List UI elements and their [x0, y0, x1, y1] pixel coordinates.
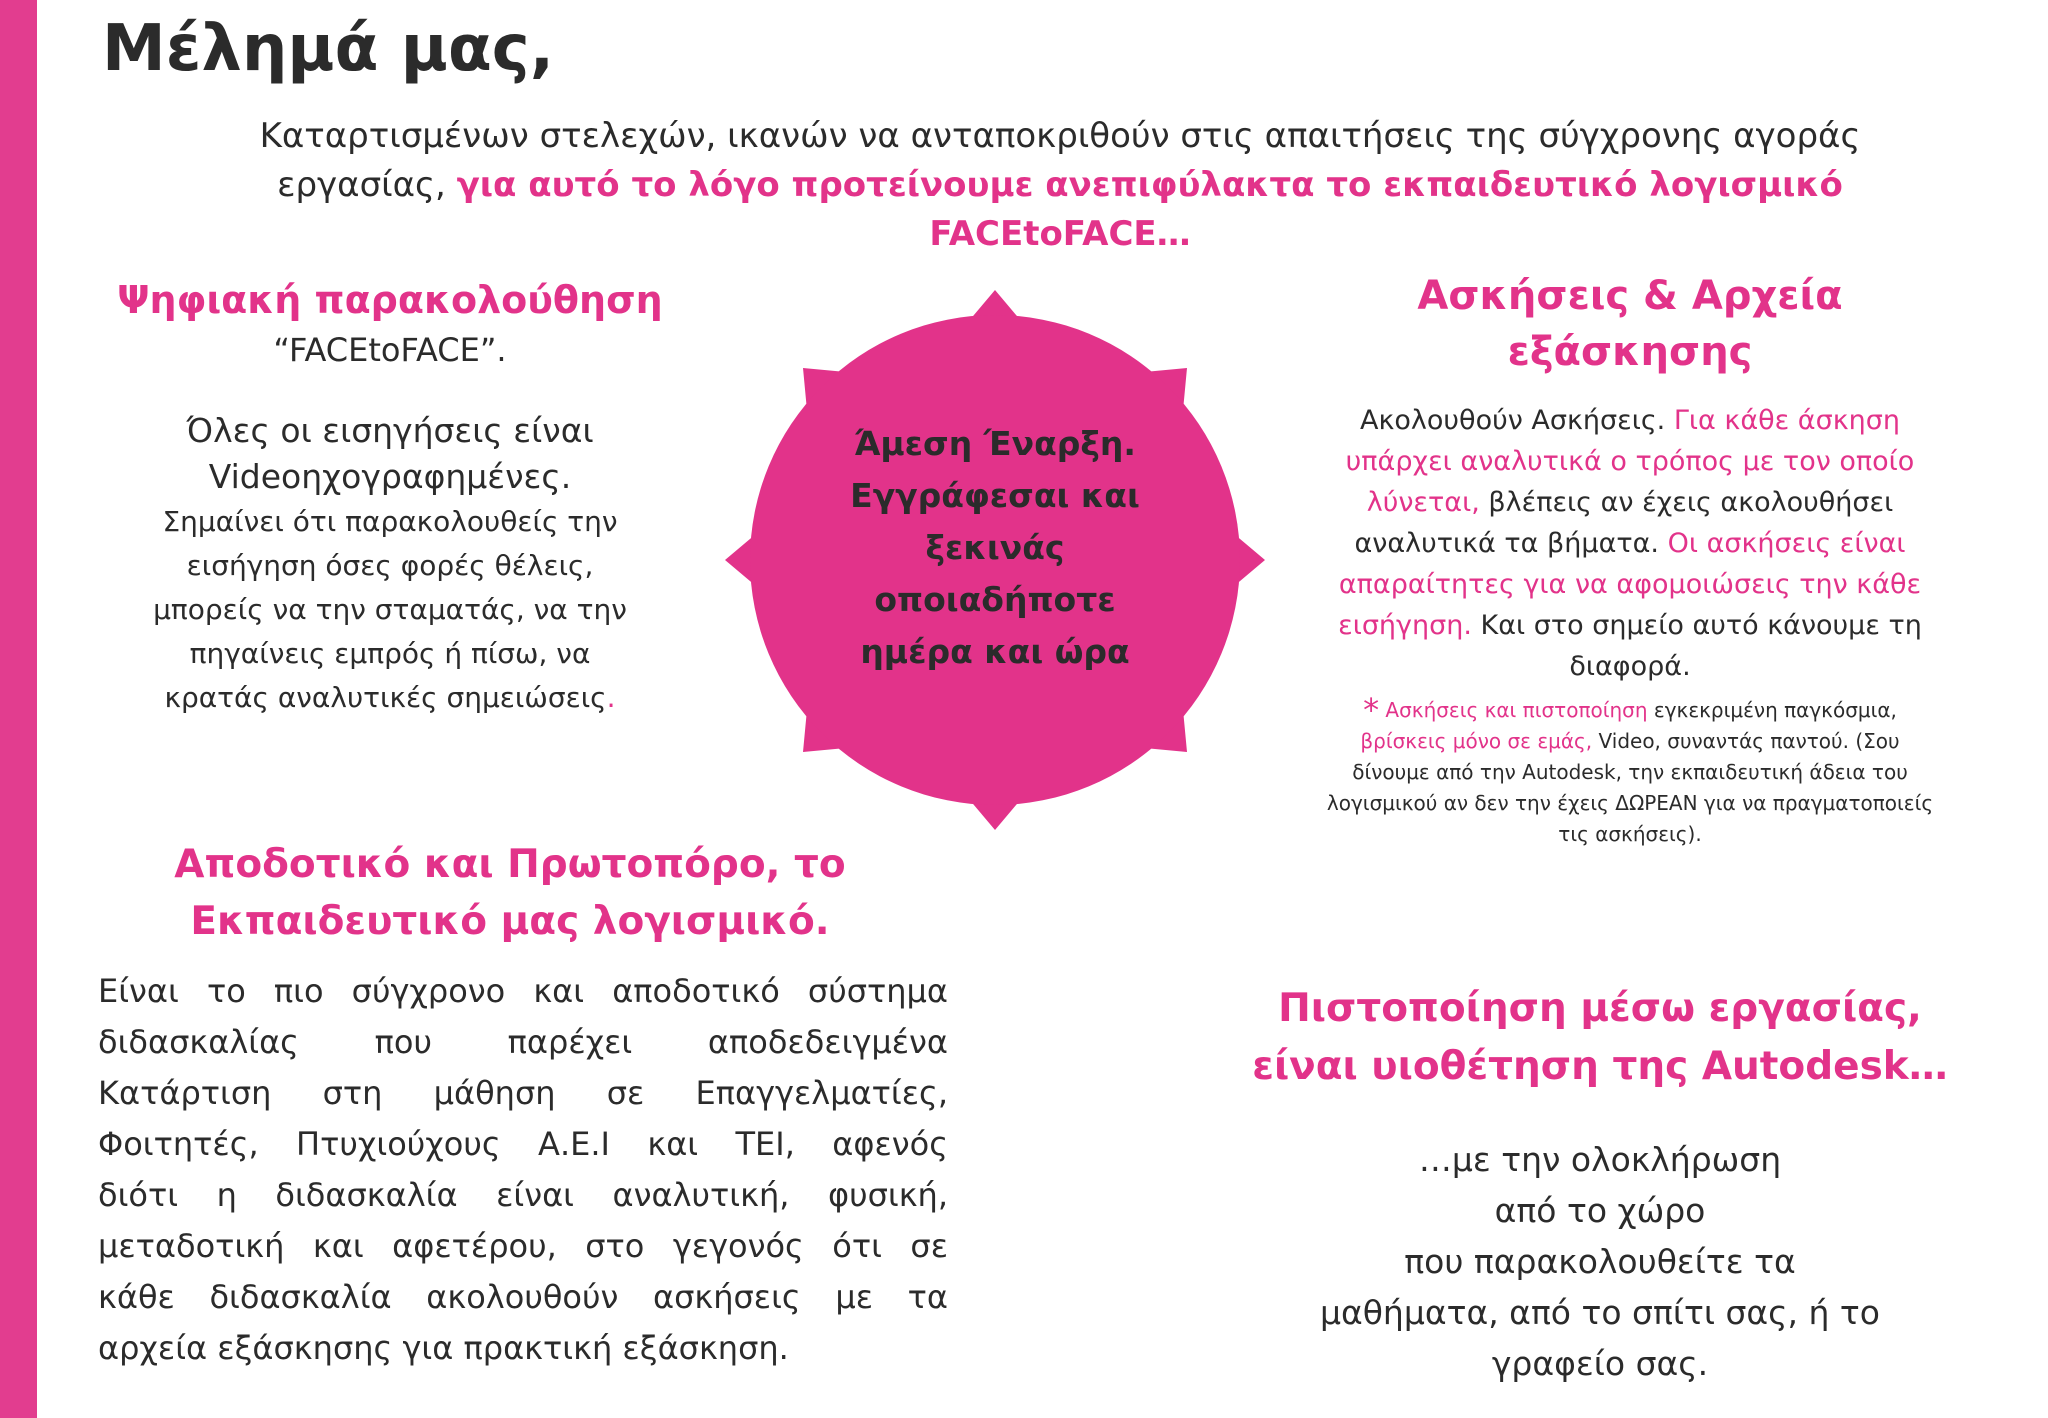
digital-body-line: πηγαίνεις εμπρός ή πίσω, να: [189, 637, 591, 670]
page-headline: Μέλημά μας,: [102, 12, 555, 86]
software-body-line: κάθε διδασκαλία ακολουθούν ασκήσεις με τα: [98, 1278, 948, 1316]
exercises-body-line: [1290, 400, 1970, 441]
certification-title-line-2: είναι υιοθέτηση της Autodesk…: [1252, 1044, 1948, 1089]
certification-body-line: …με την ολοκλήρωση: [1418, 1140, 1782, 1179]
exercises-note-text: Video, συναντάς παντού. (Σου: [1592, 729, 1900, 753]
exercises-note-text: εγκεκριμένη παγκόσμια,: [1647, 698, 1897, 722]
exercises-body-line: υπάρχει αναλυτικά ο τρόπος με τον οποίο: [1345, 446, 1915, 477]
digital-body-end-mark: .: [606, 681, 616, 714]
software-body-line: Φοιτητές, Πτυχιούχους Α.Ε.Ι και ΤΕΙ, αφενός: [98, 1125, 948, 1163]
badge-line: ημέρα και ώρα: [860, 632, 1130, 671]
software-body-line: Είναι το πιο σύγχρονο και αποδοτικό σύστημα: [98, 972, 948, 1010]
software-body: [98, 966, 948, 1323]
intro-line-2-plain: εργασίας,: [277, 165, 457, 205]
digital-monitoring-line-1: Όλες οι εισηγήσεις είναι: [186, 411, 594, 450]
badge-line: Άμεση Έναρξη.: [854, 424, 1136, 463]
badge-line: οποιαδήποτε: [874, 580, 1116, 619]
exercises-body-line: διαφορά.: [1569, 651, 1691, 682]
exercises-highlight: Για κάθε άσκηση: [1673, 405, 1900, 436]
digital-monitoring-line-2: Videoηχογραφημένες.: [208, 457, 572, 496]
digital-body-last-text: κρατάς αναλυτικές σημειώσεις: [164, 681, 607, 714]
exercises-body: [1290, 400, 1970, 687]
exercises-note-highlight: βρίσκεις μόνο σε εμάς,: [1360, 729, 1593, 753]
exercises-text: βλέπεις αν έχεις ακολουθήσει: [1479, 487, 1894, 518]
intro-line-2-highlight: για αυτό το λόγο προτείνουμε ανεπιφύλακτα το εκπαιδευτικό λογισμικό: [456, 165, 1843, 205]
badge-line: ξεκινάς: [925, 528, 1065, 567]
digital-monitoring-title: Ψηφιακή παρακολούθηση: [117, 278, 663, 322]
exercises-title-line-1: Ασκήσεις & Αρχεία: [1417, 273, 1843, 319]
software-body-last-line: αρχεία εξάσκησης για πρακτική εξάσκηση.: [98, 1329, 789, 1367]
exercises-title-line-2: εξάσκησης: [1507, 329, 1753, 375]
exercises-body-line: [1290, 482, 1970, 523]
software-title-line-2: Εκπαιδευτικό μας λογισμικό.: [190, 899, 830, 944]
badge-line: Εγγράφεσαι και: [850, 476, 1140, 515]
software-body-line: Κατάρτιση στη μάθηση σε Επαγγελματίες,: [98, 1074, 948, 1112]
digital-monitoring-subtitle: “FACEtoFACE”.: [273, 331, 507, 369]
certification-body-line: που παρακολουθείτε τα: [1404, 1242, 1796, 1281]
intro-paragraph: [60, 112, 2048, 259]
digital-monitoring-body: [90, 500, 690, 720]
software-section: [150, 836, 870, 950]
exercises-body-line: [1290, 605, 1970, 646]
exercises-highlight: εισήγηση.: [1338, 610, 1472, 641]
exercises-text: αναλυτικά τα βήματα.: [1354, 528, 1668, 559]
exercises-note-line: δίνουμε από την Autodesk, την εκπαιδευτική άδεια του: [1352, 760, 1908, 784]
software-title-line-1: Αποδοτικό και Πρωτοπόρο, το: [174, 842, 846, 887]
exercises-note: [1290, 691, 1970, 850]
digital-monitoring-section: [90, 272, 690, 720]
exercises-note-line: [1290, 726, 1970, 757]
digital-body-line: μπορείς να την σταματάς, να την: [153, 593, 627, 626]
certification-body-line: μαθήματα, από το σπίτι σας, ή το: [1319, 1293, 1880, 1332]
exercises-note-line: λογισμικού αν δεν την έχεις ΔΩΡΕΑΝ για να πραγματοποιείς: [1326, 791, 1934, 815]
exercises-text: Ακολουθούν Ασκήσεις.: [1360, 405, 1674, 436]
certification-body-line: από το χώρο: [1494, 1191, 1706, 1230]
exercises-note-line: [1290, 691, 1970, 729]
intro-line-3: FACEtoFACE…: [929, 214, 1191, 254]
software-body-line: μεταδοτική και αφετέρου, στο γεγονός ότι σε: [98, 1227, 948, 1265]
intro-line-1: Καταρτισμένων στελεχών, ικανών να ανταποκριθούν στις απαιτήσεις της σύγχρονης αγοράς: [259, 116, 1861, 156]
exercises-highlight: Οι ασκήσεις είναι: [1667, 528, 1906, 559]
certification-title-line-1: Πιστοποίηση μέσω εργασίας,: [1278, 986, 1922, 1031]
certification-body: [1230, 1134, 1970, 1389]
asterisk-icon: *: [1363, 691, 1380, 729]
exercises-body-line: [1290, 523, 1970, 564]
badge-text: [795, 418, 1195, 678]
left-accent-stripe: [0, 0, 37, 1418]
exercises-section: [1290, 268, 1970, 850]
software-body-line: διότι η διδασκαλία είναι αναλυτική, φυσική,: [98, 1176, 948, 1214]
intro-line-2: [60, 161, 2048, 210]
exercises-highlight: λύνεται,: [1366, 487, 1480, 518]
digital-body-line: εισήγηση όσες φορές θέλεις,: [186, 549, 594, 582]
certification-body-line: γραφείο σας.: [1491, 1344, 1709, 1383]
exercises-note-highlight: Ασκήσεις και πιστοποίηση: [1379, 698, 1648, 722]
certification-section: [1230, 980, 1970, 1389]
exercises-body-line: απαραίτητες για να αφομοιώσεις την κάθε: [1338, 569, 1922, 600]
digital-body-line: [90, 676, 690, 720]
exercises-note-line: τις ασκήσεις).: [1558, 822, 1702, 846]
digital-body-line: Σημαίνει ότι παρακολουθείς την: [162, 505, 618, 538]
exercises-text: Και στο σημείο αυτό κάνουμε τη: [1471, 610, 1922, 641]
software-body-line: διδασκαλίας που παρέχει αποδεδειγμένα: [98, 1023, 948, 1061]
